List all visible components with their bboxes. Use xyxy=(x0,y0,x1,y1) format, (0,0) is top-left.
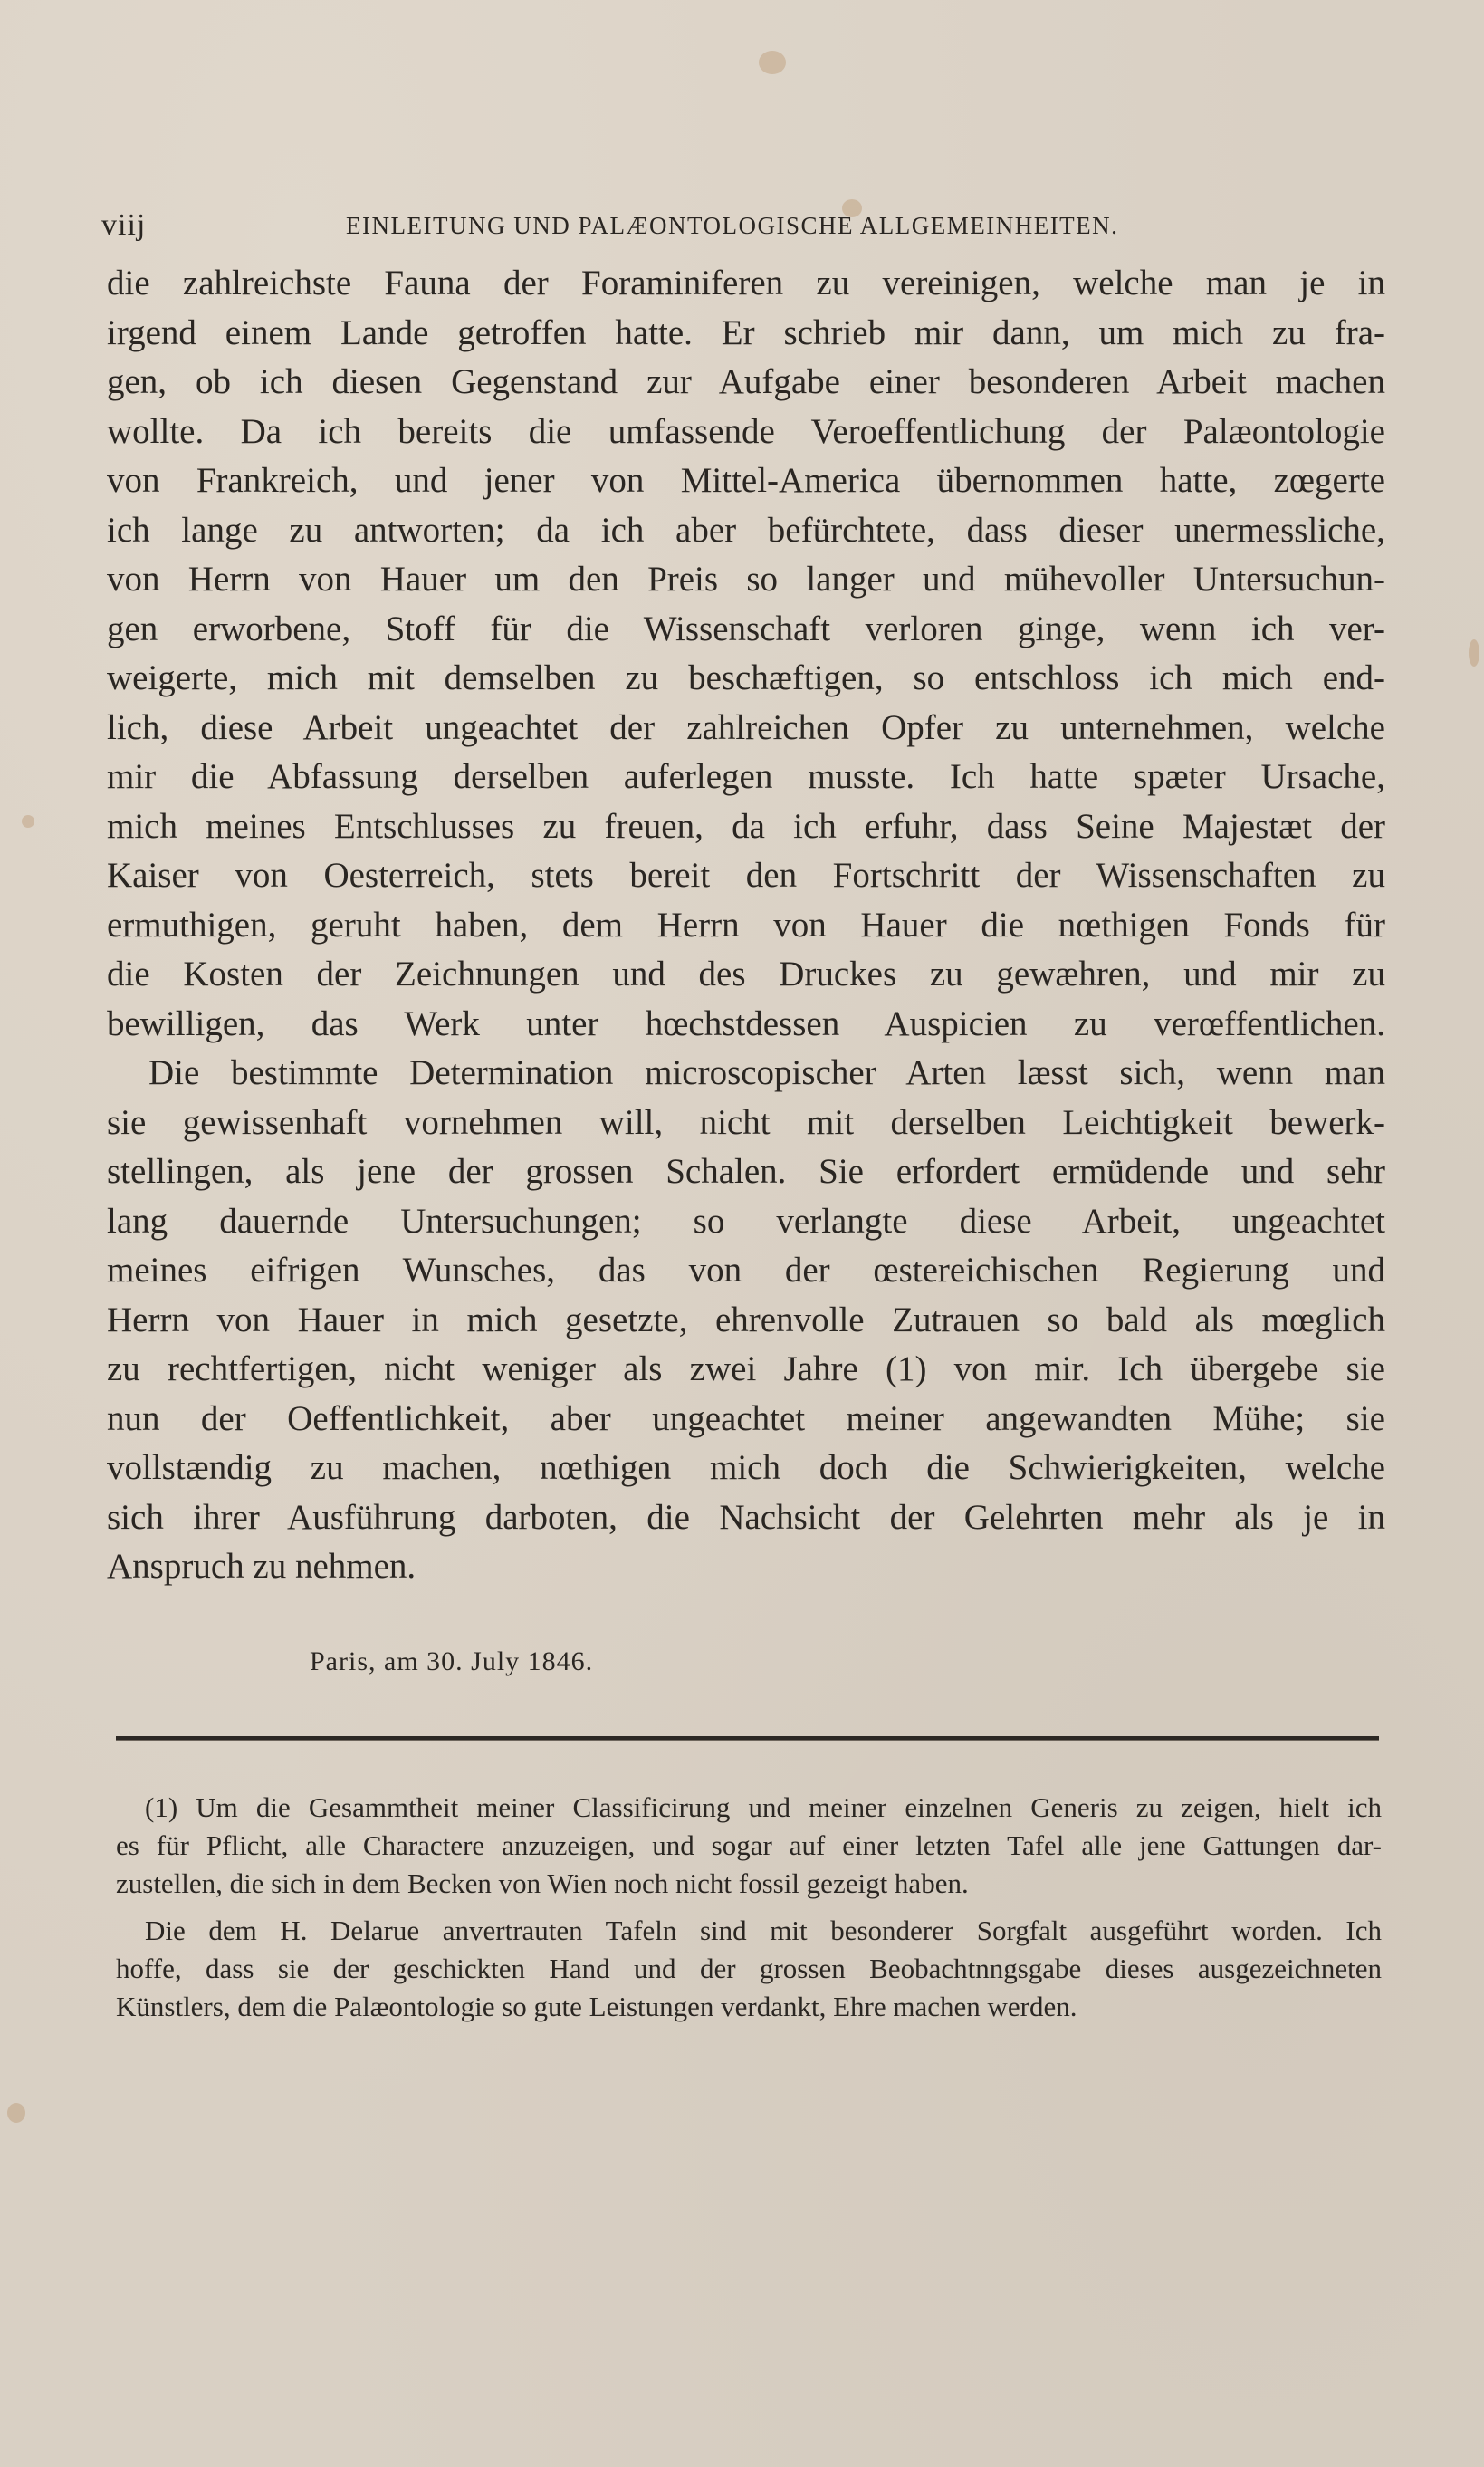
text-line: von Herrn von Hauer um den Preis so langer und mühevoller Untersuchun- xyxy=(107,560,1385,599)
text-line: vollstændig zu machen, nœthigen mich doch die Schwierigkeiten, welche xyxy=(107,1448,1385,1487)
text-line: von Frankreich, und jener von Mittel-America übernommen hatte, zœgerte xyxy=(107,461,1385,500)
text-line: Die bestimmte Determination microscopischer Arten læsst sich, wenn man xyxy=(148,1053,1385,1092)
footnote-rule xyxy=(116,1736,1379,1741)
text-line: ich lange zu antworten; da ich aber befürchtete, dass dieser unermessliche, xyxy=(107,510,1385,550)
footnote-line: zustellen, die sich in dem Becken von Wien noch nicht fossil gezeigt haben. xyxy=(116,1867,969,1899)
text-line: sich ihrer Ausführung darboten, die Nachsicht der Gelehrten mehr als je in xyxy=(107,1497,1385,1537)
text-line: lich, diese Arbeit ungeachtet der zahlreichen Opfer zu unternehmen, welche xyxy=(107,707,1385,747)
text-line: wollte. Da ich bereits die umfassende Veroeffentlichung der Palæontologie xyxy=(107,411,1385,451)
foxing-spot xyxy=(759,51,786,74)
footnote-line: hoffe, dass sie der geschickten Hand und der grossen Beobachtnngsgabe dieses ausgezeichneten xyxy=(116,1953,1382,1984)
foxing-spot xyxy=(7,2103,25,2123)
running-head xyxy=(101,208,1387,245)
footnote-line: Künstlers, dem die Palæontologie so gute Leistungen verdankt, Ehre machen werden. xyxy=(116,1991,1077,2022)
page-number: viij xyxy=(101,208,147,242)
text-line: die Kosten der Zeichnungen und des Druckes zu gewæhren, und mir zu xyxy=(107,955,1385,994)
text-line: Kaiser von Oesterreich, stets bereit den Fortschritt der Wissenschaften zu xyxy=(107,856,1385,895)
text-line: irgend einem Lande getroffen hatte. Er schrieb mir dann, um mich zu fra- xyxy=(107,312,1385,352)
text-line: Herrn von Hauer in mich gesetzte, ehrenvolle Zutrauen so bald als mœglich xyxy=(107,1300,1385,1339)
text-line: die zahlreichste Fauna der Foraminiferen zu vereinigen, welche man je in xyxy=(107,264,1385,302)
running-title: EINLEITUNG UND PALÆONTOLOGISCHE ALLGEMEINHEITEN. xyxy=(346,212,1119,239)
text-line: lang dauernde Untersuchungen; so verlangte diese Arbeit, ungeachtet xyxy=(107,1201,1385,1241)
text-line: zu rechtfertigen, nicht weniger als zwei Jahre (1) von mir. Ich übergebe sie xyxy=(107,1349,1385,1388)
footnote-line: Die dem H. Delarue anvertrauten Tafeln sind mit besonderer Sorgfalt ausgeführt worden. Ich xyxy=(145,1915,1382,1946)
text-line: ermuthigen, geruht haben, dem Herrn von Hauer die nœthigen Fonds für xyxy=(107,905,1385,945)
text-line: stellingen, als jene der grossen Schalen. Sie erfordert ermüdende und sehr xyxy=(107,1152,1385,1191)
text-line: nun der Oeffentlichkeit, aber ungeachtet meiner angewandten Mühe; sie xyxy=(107,1398,1385,1438)
text-line: mir die Abfassung derselben auferlegen musste. Ich hatte spæter Ursache, xyxy=(107,757,1385,796)
footnote-line: es für Pflicht, alle Charactere anzuzeigen, und sogar auf einer letzten Tafel alle jene Gattungen dar- xyxy=(116,1829,1382,1861)
text-line: weigerte, mich mit demselben zu beschæftigen, so entschloss ich mich end- xyxy=(107,658,1385,697)
text-line: sie gewissenhaft vornehmen will, nicht mit derselben Leichtigkeit bewerk- xyxy=(107,1102,1385,1142)
foxing-spot xyxy=(22,815,34,828)
text-line: Anspruch zu nehmen. xyxy=(107,1547,416,1586)
text-line: gen erworbene, Stoff für die Wissenschaft verloren ginge, wenn ich ver- xyxy=(107,609,1385,648)
footnotes xyxy=(116,1789,1382,2026)
text-line: mich meines Entschlusses zu freuen, da ich erfuhr, dass Seine Majestæt der xyxy=(107,806,1385,846)
footnote-line: (1) Um die Gesammtheit meiner Classificirung und meiner einzelnen Generis zu zeigen, hielt ich xyxy=(145,1791,1382,1823)
body-text xyxy=(107,259,1385,1592)
text-line: gen, ob ich diesen Gegenstand zur Aufgabe einer besonderen Arbeit machen xyxy=(107,362,1385,401)
text-line: meines eifrigen Wunsches, das von der œstereichischen Regierung und xyxy=(107,1251,1385,1290)
dateline: Paris, am 30. July 1846. xyxy=(310,1646,594,1676)
foxing-spot xyxy=(1469,639,1479,667)
text-line: bewilligen, das Werk unter hœchstdessen Auspicien zu verœffentlichen. xyxy=(107,1003,1385,1043)
